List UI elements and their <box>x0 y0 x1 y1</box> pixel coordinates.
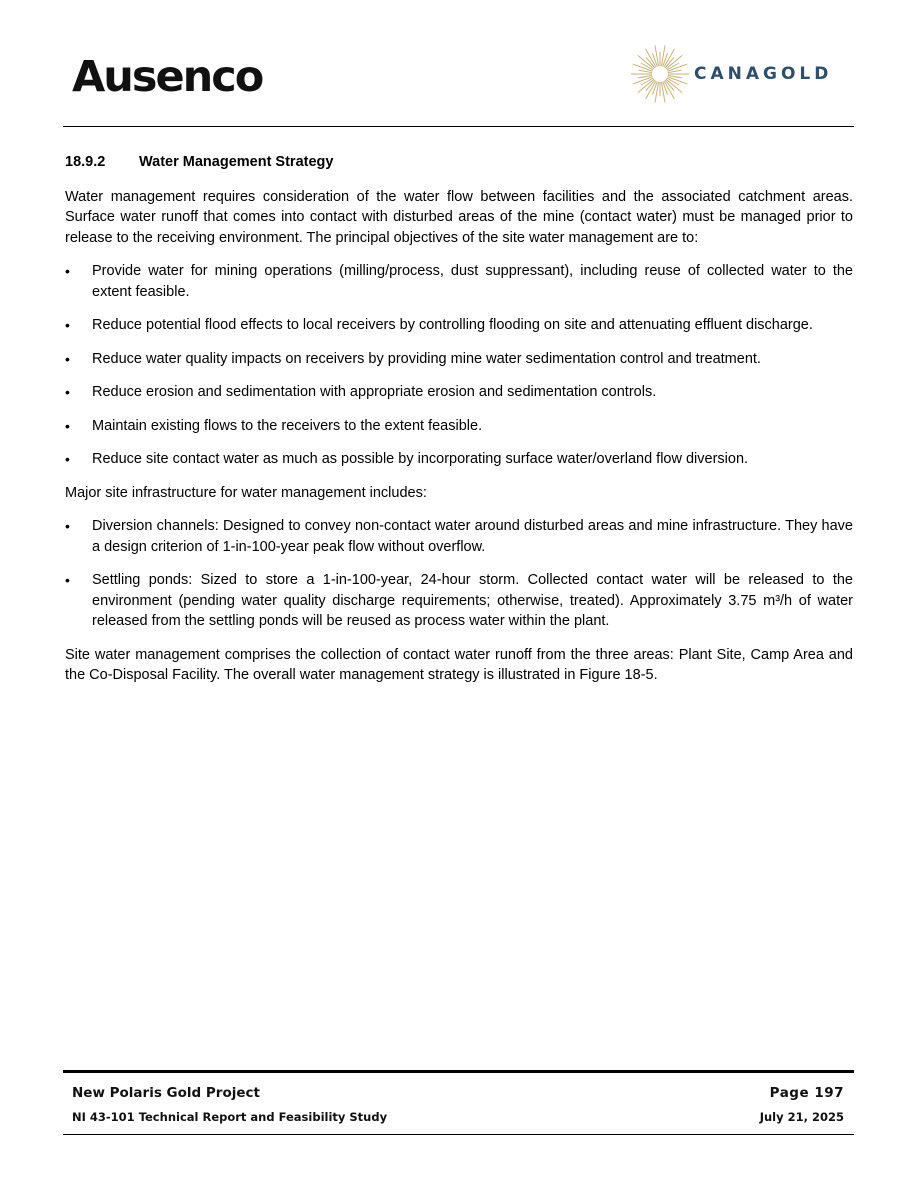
section-title: Water Management Strategy <box>139 154 334 170</box>
section-heading <box>65 152 853 173</box>
list-item-text: Reduce potential flood effects to local receivers by controlling flooding on site and attenuating effluent discharge. <box>92 317 813 333</box>
list-item-text: Maintain existing flows to the receivers to the extent feasible. <box>92 417 483 434</box>
bullet-icon: • <box>65 350 70 367</box>
closing-paragraph: Site water management comprises the collection of contact water runoff from the three areas: Plant Site, Camp Area and the Co-Disposal Facility. The overall water management strategy is illustrated in Figure 18-5. <box>65 646 853 683</box>
ausenco-logo <box>72 52 263 102</box>
ausenco-logo-text: Ausenco <box>72 52 263 102</box>
bullet-icon: • <box>65 451 70 467</box>
page-header <box>0 0 918 130</box>
bullet-icon: • <box>65 518 70 534</box>
footer-date: July 21, 2025 <box>759 1110 844 1124</box>
bullet-icon: • <box>65 572 70 588</box>
list-item <box>65 261 853 302</box>
list-item-text: Settling ponds: Sized to store a 1-in-100-year, 24-hour storm. Collected contact water will be released to the environment (pending water quality discharge requirements; otherwise, treated). Approximately 3.75 m³/h of water released from the settling ponds will be reused as process water within the plant. <box>92 572 853 629</box>
canagold-logo-text: CANAGOLD <box>694 64 833 84</box>
footer-divider-top <box>63 1070 854 1073</box>
section-number: 18.9.2 <box>65 154 106 170</box>
sunburst-icon <box>630 42 690 106</box>
footer-page-number: Page 197 <box>769 1085 844 1101</box>
list-item <box>65 570 853 632</box>
bullet-icon: • <box>65 317 70 333</box>
infrastructure-list <box>65 516 853 632</box>
bullet-icon: • <box>65 417 70 434</box>
bullet-icon: • <box>65 384 70 400</box>
bullet-icon: • <box>65 263 70 279</box>
list-item <box>65 382 853 403</box>
list-item <box>65 349 853 370</box>
infrastructure-intro: Major site infrastructure for water management includes: <box>65 484 427 501</box>
canagold-logo <box>630 42 850 106</box>
list-item <box>65 315 853 336</box>
list-item <box>65 449 853 470</box>
list-item <box>65 416 853 437</box>
list-item-text: Reduce water quality impacts on receivers by providing mine water sedimentation control and treatment. <box>92 350 761 367</box>
list-item-text: Provide water for mining operations (milling/process, dust suppressant), including reuse of collected water to the extent feasible. <box>92 263 853 300</box>
intro-paragraph: Water management requires consideration of the water flow between facilities and the associated catchment areas. Surface water runoff that comes into contact with disturbed areas of the mine (contact water) must be managed prior to release to the receiving environment. The principal objectives of the site water management are to: <box>65 188 853 246</box>
list-item-text: Reduce site contact water as much as possible by incorporating surface water/overland flow diversion. <box>92 451 749 467</box>
header-divider <box>63 126 854 127</box>
objectives-list <box>65 261 853 470</box>
list-item-text: Reduce erosion and sedimentation with appropriate erosion and sedimentation controls. <box>92 384 657 400</box>
document-body <box>65 146 853 699</box>
footer-divider-bottom <box>63 1134 854 1135</box>
footer-report-title: NI 43-101 Technical Report and Feasibility Study <box>72 1110 388 1124</box>
list-item <box>65 516 853 557</box>
footer-project-name: New Polaris Gold Project <box>72 1085 260 1101</box>
list-item-text: Diversion channels: Designed to convey non-contact water around disturbed areas and mine infrastructure. They have a design criterion of 1-in-100-year peak flow without overflow. <box>92 518 853 555</box>
